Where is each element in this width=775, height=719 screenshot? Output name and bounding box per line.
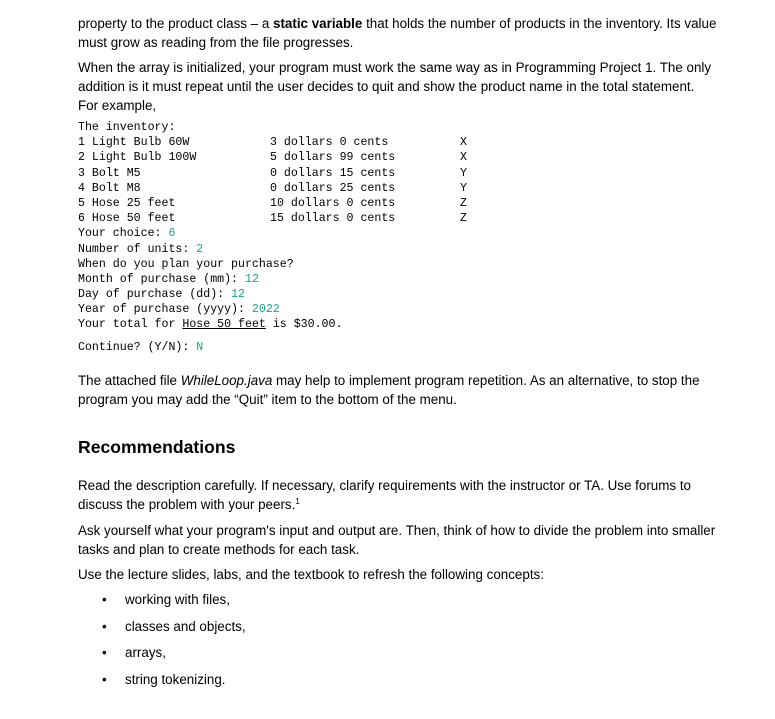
- list-item: • arrays,: [102, 645, 166, 660]
- list-item: • classes and objects,: [102, 618, 246, 634]
- item-price: 5 dollars 99 cents: [270, 151, 396, 165]
- bullet-icon: •: [102, 618, 107, 634]
- footnote-marker[interactable]: 1: [295, 497, 300, 506]
- console-units: Number of units: 2: [78, 242, 204, 256]
- item-price: 0 dollars 15 cents: [270, 166, 396, 180]
- item-category: Z: [460, 196, 467, 210]
- item-category: Y: [460, 166, 467, 180]
- bold-static-variable: static variable: [273, 16, 363, 31]
- item-price: 15 dollars 0 cents: [270, 212, 396, 226]
- item-name: 1 Light Bulb 60W: [78, 136, 190, 150]
- inventory-row: [78, 181, 498, 196]
- paragraph-array-initialized: When the array is initialized, your program must work the same way as in Programming Project 1. The only addition is it must repeat until the user decides to quit and show the product name in the total statement. For example,: [78, 60, 712, 113]
- bullet-icon: •: [102, 592, 107, 607]
- item-price: 10 dollars 0 cents: [270, 196, 396, 210]
- item-name: 3 Bolt M5: [78, 166, 141, 180]
- console-day: Day of purchase (dd): 12: [78, 288, 245, 302]
- console-year: Year of purchase (yyyy): 2022: [78, 303, 280, 317]
- bullet-icon: •: [102, 645, 107, 660]
- total-product-name: Hose 50 feet: [182, 318, 266, 332]
- section-heading-recommendations: Recommendations: [78, 437, 236, 457]
- item-category: Z: [460, 212, 467, 226]
- year-input: 2022: [251, 303, 280, 317]
- paragraph-while-loop: The attached file WhileLoop.java may help to implement program repetition. As an alternative, to stop the program you may add the “Quit” item to the bottom of the menu.: [78, 373, 700, 407]
- month-input: 12: [244, 272, 259, 286]
- item-name: 4 Bolt M8: [78, 181, 141, 195]
- item-category: X: [460, 136, 467, 150]
- inventory-row: [78, 211, 498, 226]
- console-plan-prompt: When do you plan your purchase?: [78, 257, 294, 271]
- bullet-icon: •: [102, 671, 107, 687]
- day-input: 12: [231, 288, 245, 302]
- console-month: Month of purchase (mm): 12: [78, 272, 259, 286]
- inventory-list: [78, 135, 498, 226]
- inventory-row: [78, 196, 498, 211]
- console-continue: Continue? (Y/N): N: [78, 341, 204, 354]
- file-name-whileloop: WhileLoop.java: [180, 373, 273, 388]
- item-price: 3 dollars 0 cents: [270, 136, 389, 150]
- item-category: X: [460, 151, 467, 165]
- choice-input: 6: [168, 227, 176, 241]
- item-name: 5 Hose 25 feet: [78, 196, 176, 210]
- concepts-list: [78, 590, 678, 696]
- paragraph-input-output: Ask yourself what your program's input and output are. Then, think of how to divide the problem into smaller tasks and plan to create methods for each task.: [78, 523, 716, 557]
- inventory-row: [78, 135, 498, 150]
- console-total: Your total for Hose 50 feet is $30.00.: [78, 318, 343, 332]
- item-category: Y: [460, 181, 467, 195]
- console-example: [78, 120, 498, 333]
- item-name: 2 Light Bulb 100W: [78, 151, 197, 165]
- paragraph-read-description: Read the description carefully. If necessary, clarify requirements with the instructor or TA. Use forums to discuss the problem with your peers.$^1$: [78, 478, 691, 512]
- list-item: • string tokenizing.: [102, 671, 226, 687]
- paragraph-concepts-intro: Use the lecture slides, labs, and the textbook to refresh the following concepts:: [78, 567, 544, 582]
- console-header: The inventory:: [78, 121, 176, 134]
- units-input: 2: [196, 242, 204, 256]
- item-price: 0 dollars 25 cents: [270, 181, 396, 195]
- console-choice: Your choice: 6: [78, 227, 176, 241]
- inventory-row: [78, 150, 498, 165]
- inventory-row: [78, 166, 498, 181]
- paragraph-static-variable: property to the product class – a static variable that holds the number of products in the inventory. Its value must grow as reading from the file progresses.: [78, 16, 717, 50]
- continue-input: N: [196, 341, 204, 354]
- item-name: 6 Hose 50 feet: [78, 212, 176, 226]
- list-item: • working with files,: [102, 592, 230, 607]
